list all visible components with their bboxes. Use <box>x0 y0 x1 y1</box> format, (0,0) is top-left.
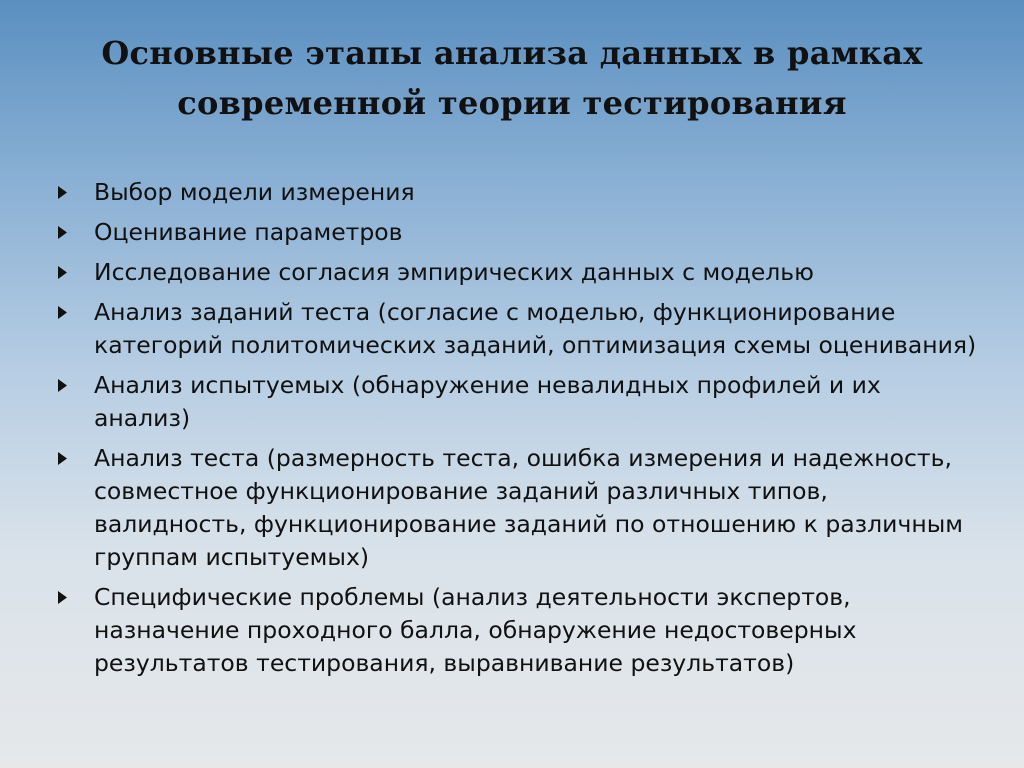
triangle-right-icon <box>58 581 94 614</box>
triangle-right-icon <box>58 442 94 475</box>
bullet-text: Анализ испытуемых (обнаружение невалидных профилей и их анализ) <box>94 371 881 432</box>
triangle-right-icon <box>58 176 94 209</box>
triangle-right-icon <box>58 369 94 402</box>
bullet-text: Выбор модели измерения <box>94 178 415 206</box>
bullet-text: Специфические проблемы (анализ деятельности экспертов, назначение проходного балла, обнаружение недостоверных результатов тестирования, выравнивание результатов) <box>94 583 857 677</box>
bullet-item <box>58 369 978 435</box>
bullet-text: Анализ заданий теста (согласие с моделью, функционирование категорий политомических заданий, оптимизация схемы оценивания) <box>94 298 977 359</box>
triangle-right-icon <box>58 256 94 289</box>
slide-title-line-2: современной теории тестирования <box>177 84 847 122</box>
bullet-item <box>58 256 978 289</box>
bullet-text: Анализ теста (размерность теста, ошибка измерения и надежность, совместное функционирование заданий различных типов, валидность, функционирование заданий по отношению к различным группам испытуемых) <box>94 444 963 571</box>
bullet-item <box>58 296 978 362</box>
bullet-text: Оценивание параметров <box>94 218 403 246</box>
bullet-item <box>58 581 978 680</box>
bullet-text: Исследование согласия эмпирических данных с моделью <box>94 258 814 286</box>
slide-title <box>40 28 984 128</box>
bullet-list <box>58 176 978 687</box>
slide-title-line-1: Основные этапы анализа данных в рамках <box>101 34 923 72</box>
bullet-item <box>58 216 978 249</box>
triangle-right-icon <box>58 216 94 249</box>
triangle-right-icon <box>58 296 94 329</box>
bullet-item <box>58 442 978 574</box>
bullet-item <box>58 176 978 209</box>
